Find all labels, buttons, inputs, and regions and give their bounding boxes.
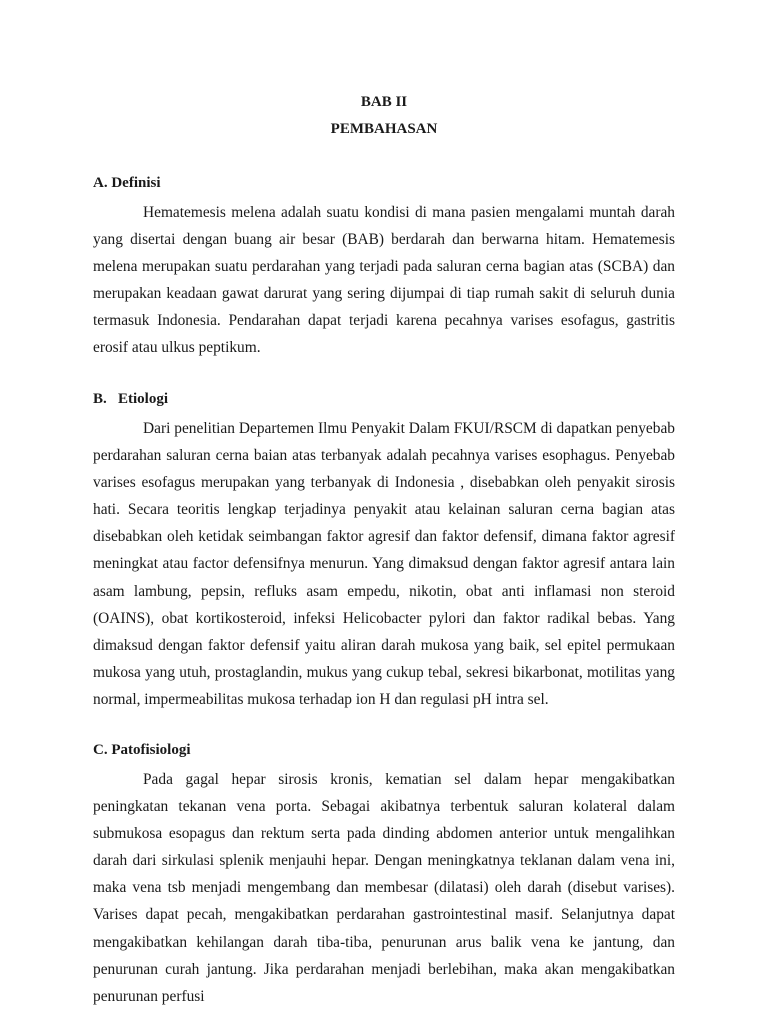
section-heading-definisi: A. Definisi — [93, 175, 161, 191]
section-heading-etiologi: B. Etiologi — [93, 391, 169, 407]
chapter-title: PEMBAHASAN — [330, 121, 438, 137]
section-body-definisi — [93, 199, 675, 362]
section-heading-patofisiologi: C. Patofisiologi — [93, 742, 191, 758]
paragraph-definisi: Hematemesis melena adalah suatu kondisi di mana pasien mengalami muntah darah yang disertai dengan buang air besar (BAB) berdarah dan berwarna hitam. Hematemesis melena merupakan suatu perdarahan yang terjadi pada saluran cerna bagian atas (SCBA) dan merupakan keadaan gawat darurat yang sering dijumpai di tiap rumah sakit di seluruh dunia termasuk Indonesia. Pendarahan dapat terjadi karena pecahnya varises esofagus, gastritis erosif atau ulkus peptikum. — [93, 204, 675, 357]
paragraph-etiologi: Dari penelitian Departemen Ilmu Penyakit Dalam FKUI/RSCM di dapatkan penyebab perdarahan saluran cerna baian atas terbanyak adalah pecahnya varises esophagus. Penyebab varises esofagus merupakan yang terbanyak di Indonesia , disebabkan oleh penyakit sirosis hati. Secara teoritis lengkap terjadinya penyakit atau kelainan saluran cerna bagian atas disebabkan oleh ketidak seimbangan faktor agresif dan faktor defensif, dimana faktor agresif meningkat atau factor defensifnya menurun. Yang dimaksud dengan faktor agresif antara lain asam lambung, pepsin, refluks asam empedu, nikotin, obat anti inflamasi non steroid (OAINS), obat kortikosteroid, infeksi Helicobacter pylori dan faktor radikal bebas. Yang dimaksud dengan faktor defensif yaitu aliran darah mukosa yang baik, sel epitel permukaan mukosa yang utuh, prostaglandin, mukus yang cukup tebal, sekresi bikarbonat, motilitas yang normal, impermeabilitas mukosa terhadap ion H dan regulasi pH intra sel. — [93, 420, 675, 708]
section-body-etiologi — [93, 415, 675, 713]
paragraph-patofisiologi: Pada gagal hepar sirosis kronis, kematian sel dalam hepar mengakibatkan peningkatan tekanan vena porta. Sebagai akibatnya terbentuk saluran kolateral dalam submukosa esopagus dan rektum serta pada dinding abdomen anterior untuk mengalihkan darah dari sirkulasi splenik menjauhi hepar. Dengan meningkatnya teklanan dalam vena ini, maka vena tsb menjadi mengembang dan membesar (dilatasi) oleh darah (disebut varises). Varises dapat pecah, mengakibatkan perdarahan gastrointestinal masif. Selanjutnya dapat mengakibatkan kehilangan darah tiba-tiba, penurunan arus balik vena ke jantung, dan penurunan curah jantung. Jika perdarahan menjadi berlebihan, maka akan mengakibatkan penurunan perfusi — [93, 771, 675, 1005]
chapter-number: BAB II — [360, 94, 408, 110]
section-body-patofisiologi — [93, 766, 675, 1010]
